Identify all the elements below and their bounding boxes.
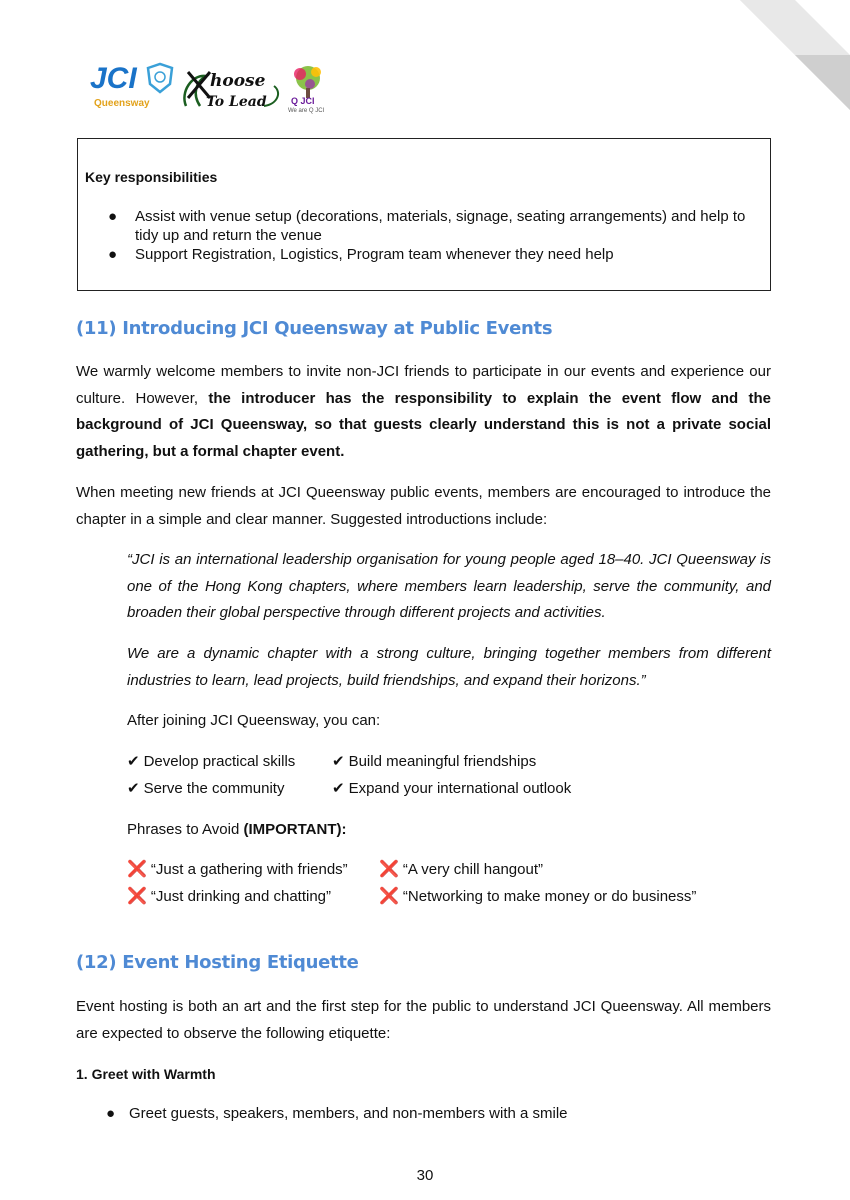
quote-paragraph-2: We are a dynamic chapter with a strong culture, bringing together members from different industries to learn, lead projects, build friendships, and expand their horizons.” (127, 645, 771, 689)
avoid-label: Phrases to Avoid (IMPORTANT): (127, 821, 347, 838)
section-heading-12: (12) Event Hosting Etiquette (76, 952, 359, 973)
avoid-row: ❌ “Just drinking and chatting” ❌ “Networking to make money or do business” (127, 888, 697, 905)
svg-text:To Lead: To Lead (206, 94, 267, 110)
logo-strip (88, 62, 348, 114)
cross-icon: ❌ (127, 861, 147, 878)
benefits-list (127, 748, 571, 802)
etiquette-paragraph: Event hosting is both an art and the first step for the public to understand JCI Queensway. All members are expected to observe the following etiquette: (76, 998, 771, 1042)
cross-icon: ❌ (379, 888, 399, 905)
check-icon: ✔ (332, 753, 345, 770)
benefits-row: ✔ Develop practical skills ✔ Build meaningful friendships (127, 753, 537, 770)
list-item: ● Support Registration, Logistics, Program team whenever they need help (108, 246, 614, 263)
section-heading-11: (11) Introducing JCI Queensway at Public Events (76, 318, 553, 339)
svg-text:Queensway: Queensway (94, 98, 150, 109)
svg-text:Q JCI: Q JCI (291, 96, 315, 106)
benefits-row: ✔ Serve the community ✔ Expand your international outlook (127, 780, 572, 797)
avoid-row: ❌ “Just a gathering with friends” ❌ “A very chill hangout” (127, 861, 543, 878)
key-responsibilities-box (77, 138, 771, 291)
list-item: ● Assist with venue setup (decorations, materials, signage, seating arrangements) and help to tidy up and return the venue (108, 208, 746, 244)
cross-icon: ❌ (127, 888, 147, 905)
responsibilities-list (108, 207, 758, 264)
page-number: 30 (416, 1167, 434, 1184)
check-icon: ✔ (127, 753, 140, 770)
list-item: ● Greet guests, speakers, members, and non-members with a smile (106, 1105, 568, 1122)
suggestion-paragraph: When meeting new friends at JCI Queensway public events, members are encouraged to introduce the chapter in a simple and clear manner. Suggested introductions include: (76, 484, 771, 528)
check-icon: ✔ (332, 780, 345, 797)
quote-paragraph-1: “JCI is an international leadership organisation for young people aged 18–40. JCI Queensway is one of the Hong Kong chapters, where members learn leadership, serve the community, and broaden their global perspective through different projects and activities. (127, 551, 771, 621)
bullet-icon: ● (108, 208, 118, 225)
emphasis-text: the introducer has the responsibility to explain the event flow and the background of JCI Queensway, so that guests clearly understand this is not a private social gathering, but a formal chapter event. (76, 389, 771, 460)
bullet-icon: ● (106, 1105, 116, 1122)
after-joining-text: After joining JCI Queensway, you can: (127, 712, 381, 729)
cross-icon: ❌ (379, 861, 399, 878)
svg-text:JCI: JCI (90, 62, 137, 95)
choose-to-lead-logo (184, 71, 278, 110)
we-are-q-jci-logo (288, 66, 325, 114)
bullet-icon: ● (108, 246, 118, 263)
svg-text:hoose: hoose (210, 71, 266, 91)
box-title: Key responsibilities (85, 169, 218, 185)
svg-text:We are Q JCI: We are Q JCI (288, 108, 325, 114)
avoid-phrases-list (127, 856, 696, 910)
page-corner-decoration (740, 0, 850, 110)
intro-paragraph: We warmly welcome members to invite non-JCI friends to participate in our events and experience our culture. However, the introducer has the responsibility to explain the event flow and the background of JCI Queensway, so that guests clearly understand this is not a private social gathering, but a formal chapter event. (76, 363, 771, 460)
check-icon: ✔ (127, 780, 140, 797)
jci-logo (90, 62, 172, 109)
subheading-greet: 1. Greet with Warmth (76, 1066, 216, 1082)
